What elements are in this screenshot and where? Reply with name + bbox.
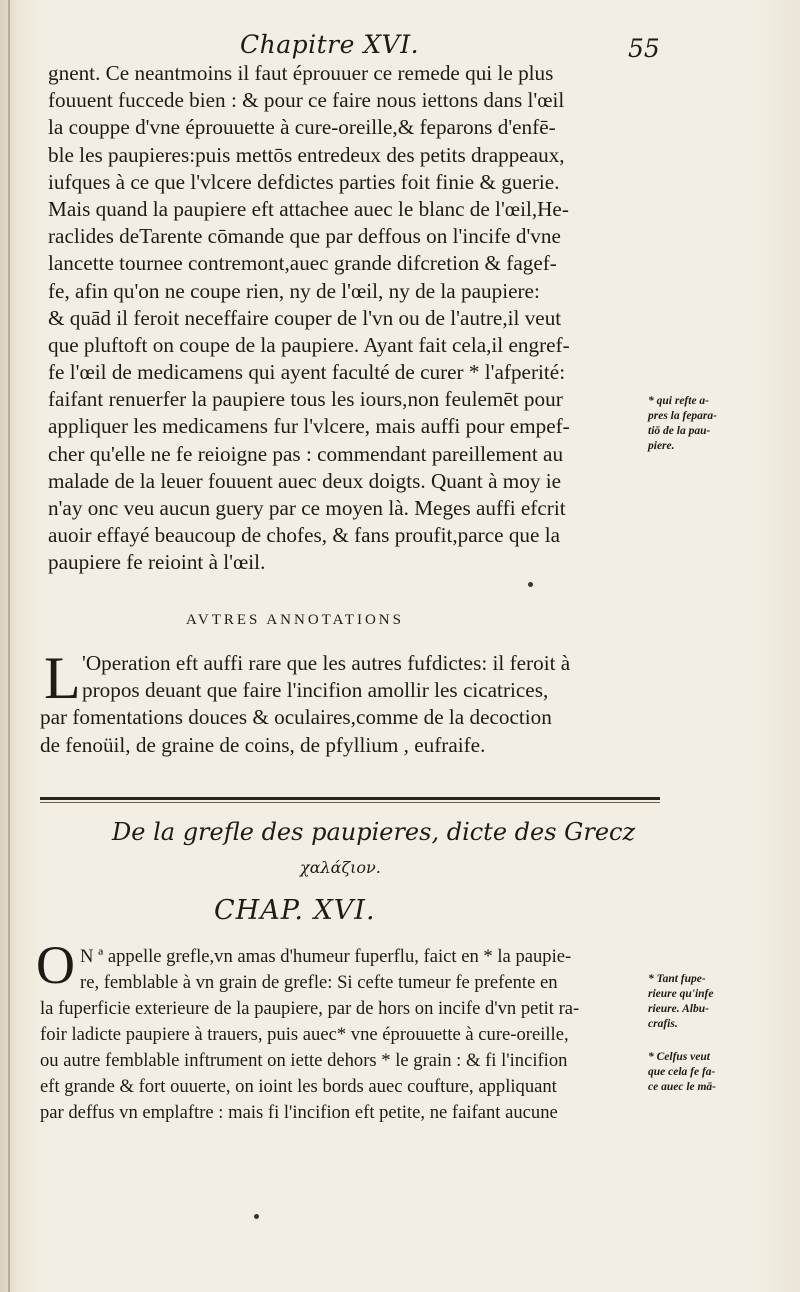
text-line: fe, afin qu'on ne coupe rien, ny de l'œil, ny de la paupiere: [48,278,540,303]
margin-note-line: rieure qu'infe [648,988,714,1000]
text-line: ble les paupieres:puis mettōs entredeux des petits drappeaux, [48,142,565,167]
drop-cap-l: L [44,645,81,711]
drop-cap-o: O [36,935,75,995]
text-line: faifant renuerfer la paupiere tous les iours,non feulemēt pour [48,387,563,412]
main-text-block [48,60,660,577]
text-line: de fenoüil, de graine de coins, de pfyllium , eufraife. [40,732,486,757]
section-heading: AVTRES ANNOTATIONS [186,612,404,628]
text-line: que pluftoft on coupe de la paupiere. Ayant fait cela,il engref- [48,332,570,357]
margin-note-celsus [648,1050,766,1095]
greek-term: χαλάζιον. [300,858,381,877]
margin-note-line: que cela fe fa- [648,1066,716,1078]
margin-note-line: ce auec le mā- [648,1081,717,1093]
margin-note-line: tiō de la pau- [648,425,711,437]
text-line: n'ay onc veu aucun guery par ce moyen là. Meges auffi efcrit [48,496,566,520]
text-line: ou autre femblable inftrument on iette dehors * le grain : & fi l'incifion [40,1050,568,1071]
text-line: iufques à ce que l'vlcere defdictes parties foit finie & guerie. [48,169,560,194]
text-line: par deffus vn emplaftre : mais fi l'incifion eft petite, ne faifant aucune [40,1102,558,1123]
text-line: paupiere fe reioint à l'œil. [48,550,266,575]
text-line: malade de la leuer fouuent auec deux doigts. Quant à moy ie [48,468,562,493]
chapter-number: CHAP. XVI. [214,895,376,926]
text-line: gnent. Ce neantmoins il faut éprouuer ce remede qui le plus [48,61,554,85]
margin-note-separation [648,394,766,454]
margin-note-line: * Tant fupe- [648,973,706,985]
text-line: foir ladicte paupiere à trauers, puis auec* vne éprouuette à cure-oreille, [40,1024,569,1045]
margin-note-line: piere. [648,440,675,452]
binding-gutter [8,0,10,1292]
section-rule [40,797,660,800]
text-line: eft grande & fort ouuerte, on ioint les bords auec coufture, appliquant [40,1076,557,1097]
chapter-title: De la grefle des paupieres, dicte des Grecz [112,818,636,846]
ink-speck [254,1214,259,1219]
ink-speck [528,582,533,587]
text-line: fouuent fuccede bien : & pour ce faire nous iettons dans l'œil [48,88,565,113]
text-line: 'Operation eft auffi rare que les autres fufdictes: il feroit à [82,651,571,675]
running-head-title: Chapitre XVI. [240,30,420,59]
text-line: par fomentations douces & oculaires,comme de la decoction [40,705,552,730]
text-line: propos deuant que faire l'incifion amollir les cicatrices, [82,678,549,703]
annotations-text [40,645,670,759]
text-line: lancette tournee contremont,auec grande difcretion & fagef- [48,251,557,276]
section-rule-thin [40,802,660,803]
text-line: auoir effayé beaucoup de chofes, & fans proufit,parce que la [48,523,560,548]
text-line: & quād il feroit neceffaire couper de l'vn ou de l'autre,il veut [48,305,562,330]
chapter-text [40,944,660,1126]
margin-note-line: * Celfus veut [648,1051,710,1063]
margin-note-line: crafis. [648,1018,678,1030]
text-line: la fuperficie exterieure de la paupiere, par de hors on incife d'vn petit ra- [40,998,580,1019]
text-line: raclides deTarente cōmande que par deffous on l'incife d'vne [48,224,561,249]
text-line: la couppe d'vne éprouuette à cure-oreille,& feparons d'enfē- [48,115,556,140]
text-line: cher qu'elle ne fe reioigne pas : commendant pareillement au [48,441,564,466]
margin-note-line: pres la fepara- [648,410,717,422]
page-number: 55 [628,34,660,63]
text-line: appliquer les medicamens fur l'vlcere, mais auffi pour empef- [48,414,570,439]
margin-note-line: rieure. Albu- [648,1003,709,1015]
text-line: Mais quand la paupiere eft attachee auec le blanc de l'œil,He- [48,196,569,221]
text-line: re, femblable à vn grain de grefle: Si cefte tumeur fe prefente en [80,972,558,993]
margin-note-albucrasis [648,972,766,1032]
text-line: fe l'œil de medicamens qui ayent faculté de curer * l'afperité: [48,360,566,385]
text-line: N ª appelle grefle,vn amas d'humeur fuperflu, faict en * la paupie- [80,946,572,967]
margin-note-line: * qui refte a- [648,395,710,407]
